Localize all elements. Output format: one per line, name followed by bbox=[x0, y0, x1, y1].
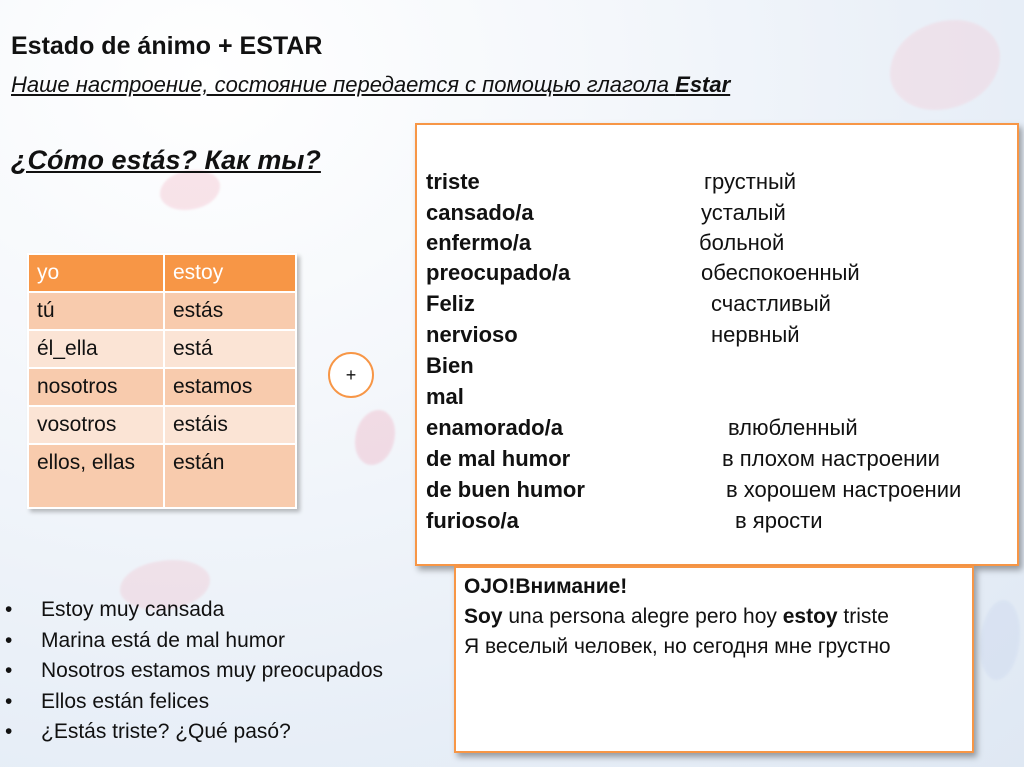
vocab-ru: обеспокоенный bbox=[701, 260, 860, 285]
vocab-ru: счастливый bbox=[711, 291, 831, 316]
vocab-es: nervioso bbox=[426, 322, 518, 347]
ojo-sentence: Soy una persona alegre pero hoy estoy triste bbox=[464, 605, 889, 628]
subtitle-text: Наше настроение, состояние передается с помощью глагола bbox=[11, 72, 676, 97]
vocab-row bbox=[426, 415, 858, 441]
vocab-row bbox=[426, 291, 831, 317]
vocab-row bbox=[426, 353, 474, 379]
vocab-es: triste bbox=[426, 169, 480, 194]
verb-cell: estamos bbox=[164, 368, 296, 406]
verb-cell: están bbox=[164, 444, 296, 508]
vocab-row bbox=[426, 322, 800, 348]
verb-cell: estáis bbox=[164, 406, 296, 444]
pronoun-cell: él_ella bbox=[28, 330, 164, 368]
table-row bbox=[28, 292, 296, 330]
table-row bbox=[28, 444, 296, 508]
vocab-es: de buen humor bbox=[426, 477, 585, 502]
vocab-es: Feliz bbox=[426, 291, 475, 316]
plus-sign: + bbox=[328, 352, 374, 398]
pronoun-cell: tú bbox=[28, 292, 164, 330]
background-petal bbox=[980, 600, 1020, 680]
table-row bbox=[28, 330, 296, 368]
list-item: • Ellos están felices bbox=[5, 687, 383, 718]
ojo-heading: OJO!Внимание! bbox=[464, 575, 628, 598]
vocab-row bbox=[426, 230, 785, 256]
list-item: • Marina está de mal humor bbox=[5, 626, 383, 657]
list-item: • Nosotros estamos muy preocupados bbox=[5, 656, 383, 687]
question-heading: ¿Cómo estás? Как ты? bbox=[11, 145, 321, 175]
vocab-ru: усталый bbox=[701, 200, 786, 225]
vocab-row bbox=[426, 477, 962, 503]
background-petal bbox=[355, 410, 395, 465]
list-item: • ¿Estás triste? ¿Qué pasó? bbox=[5, 717, 383, 748]
vocab-es: Bien bbox=[426, 353, 474, 378]
vocab-ru: в плохом настроении bbox=[722, 446, 940, 471]
list-item: • Estoy muy cansada bbox=[5, 595, 383, 626]
vocab-es: de mal humor bbox=[426, 446, 571, 471]
vocab-ru: больной bbox=[699, 230, 785, 255]
vocab-row bbox=[426, 169, 797, 195]
slide-title: Estado de ánimo + ESTAR bbox=[11, 32, 323, 60]
background-petal bbox=[160, 170, 220, 210]
vocabulary-box bbox=[415, 123, 1019, 566]
subtitle-highlight: Estar bbox=[675, 72, 731, 97]
pronoun-cell: ellos, ellas bbox=[28, 444, 164, 508]
vocab-ru: грустный bbox=[704, 169, 797, 194]
verb-cell: estoy bbox=[164, 254, 296, 292]
background-petal bbox=[890, 20, 1000, 110]
vocab-row bbox=[426, 384, 464, 410]
vocab-row bbox=[426, 508, 823, 534]
vocab-es: cansado/a bbox=[426, 200, 534, 225]
examples-list bbox=[5, 595, 383, 748]
conjugation-table bbox=[27, 253, 297, 509]
table-row bbox=[28, 368, 296, 406]
vocab-es: enfermo/a bbox=[426, 230, 532, 255]
vocab-row bbox=[426, 260, 860, 286]
vocab-ru: нервный bbox=[711, 322, 800, 347]
vocab-es: preocupado/a bbox=[426, 260, 571, 285]
pronoun-cell: vosotros bbox=[28, 406, 164, 444]
vocab-row bbox=[426, 200, 786, 226]
slide-subtitle bbox=[11, 72, 730, 98]
vocab-ru: в ярости bbox=[735, 508, 823, 533]
pronoun-cell: yo bbox=[28, 254, 164, 292]
vocab-ru: влюбленный bbox=[728, 415, 858, 440]
vocab-es: mal bbox=[426, 384, 464, 409]
verb-cell: estás bbox=[164, 292, 296, 330]
table-row bbox=[28, 406, 296, 444]
verb-cell: está bbox=[164, 330, 296, 368]
ojo-note-box bbox=[454, 566, 974, 753]
vocab-ru: в хорошем настроении bbox=[726, 477, 962, 502]
pronoun-cell: nosotros bbox=[28, 368, 164, 406]
ojo-translation: Я веселый человек, но сегодня мне грустно bbox=[464, 635, 891, 658]
table-row bbox=[28, 254, 296, 292]
vocab-es: enamorado/a bbox=[426, 415, 563, 440]
vocab-row bbox=[426, 446, 940, 472]
vocab-es: furioso/a bbox=[426, 508, 519, 533]
